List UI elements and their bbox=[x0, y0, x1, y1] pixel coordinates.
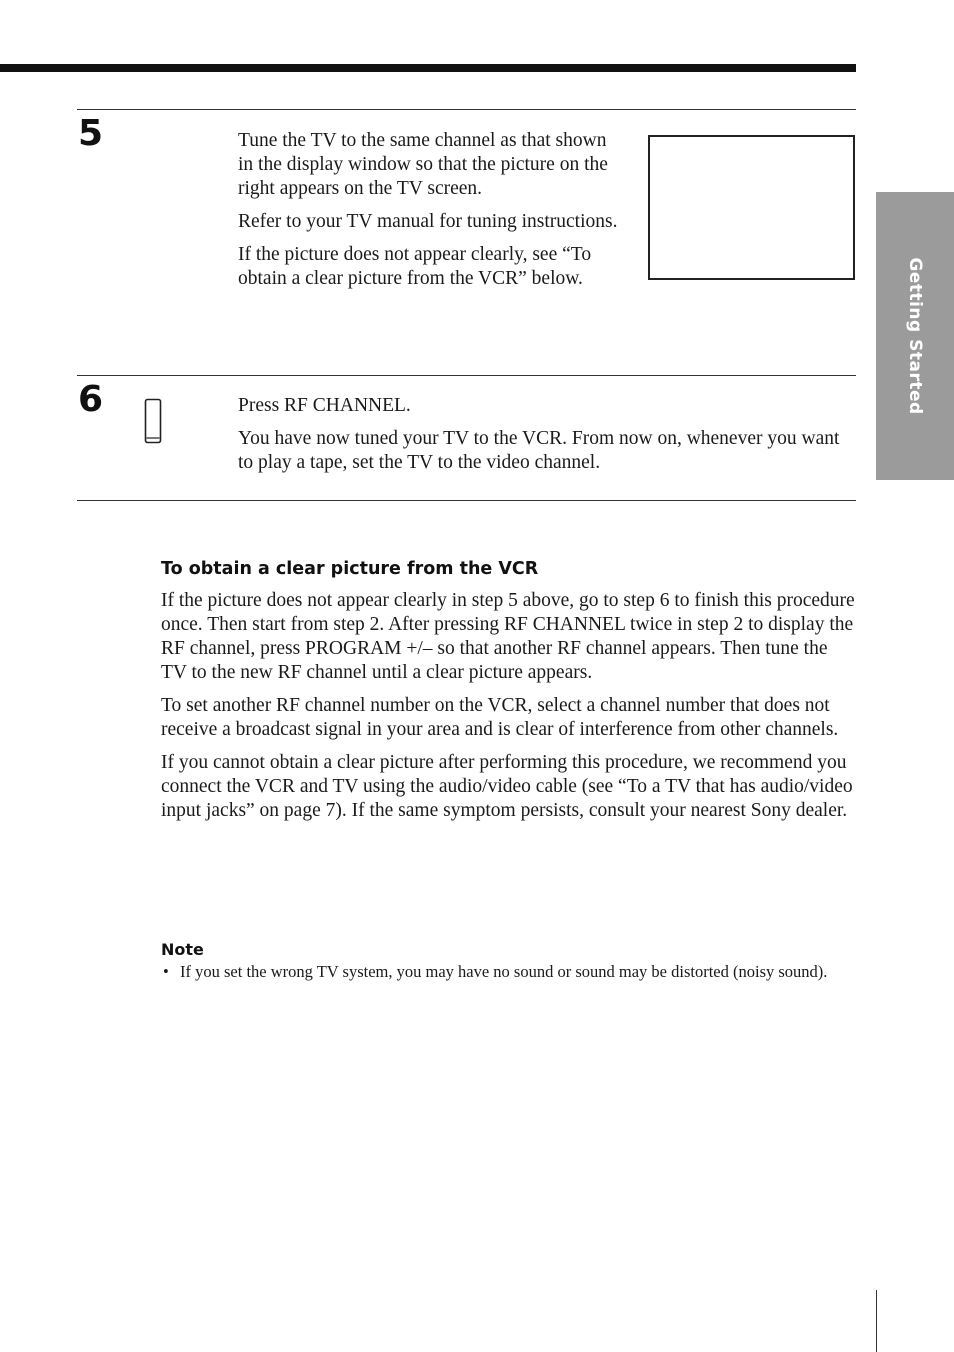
step-5-paragraph: Refer to your TV manual for tuning instructions. bbox=[238, 211, 618, 232]
note-item bbox=[161, 962, 855, 982]
step-5-number: 5 bbox=[78, 113, 104, 154]
step-5-paragraph: If the picture does not appear clearly, see “To obtain a clear picture from the VCR” below. bbox=[238, 244, 592, 289]
step-6-text bbox=[238, 394, 853, 484]
section-paragraph: To set another RF channel number on the VCR, select a channel number that does not receive a broadcast signal in your area and is clear of interference from other channels. bbox=[161, 695, 839, 740]
step-6-top-rule bbox=[77, 375, 856, 376]
step-6-paragraph: Press RF CHANNEL. bbox=[238, 395, 411, 416]
step-6-paragraph: You have now tuned your TV to the VCR. From now on, whenever you want to play a tape, set the TV to the video channel. bbox=[238, 428, 840, 473]
top-bar bbox=[0, 64, 856, 72]
note-title: Note bbox=[161, 940, 204, 959]
rf-channel-button-icon bbox=[144, 398, 162, 444]
step-5-paragraph: Tune the TV to the same channel as that shown in the display window so that the picture on the right appears on the TV screen. bbox=[238, 130, 608, 199]
step-6-number: 6 bbox=[78, 379, 104, 420]
steps-bottom-rule bbox=[77, 500, 856, 501]
tv-screen-illustration bbox=[648, 135, 855, 280]
note-bullet: • bbox=[163, 962, 169, 981]
side-tab bbox=[876, 192, 954, 480]
section-body bbox=[161, 589, 855, 832]
side-tab-label: Getting Started bbox=[905, 257, 925, 415]
step-5-top-rule bbox=[77, 109, 856, 110]
page-edge-rule bbox=[876, 1290, 877, 1352]
section-title: To obtain a clear picture from the VCR bbox=[161, 559, 539, 579]
section-paragraph: If the picture does not appear clearly in step 5 above, go to step 6 to finish this procedure once. Then start from step 2. After pressing RF CHANNEL twice in step 2 to display the RF channel, press PROGRAM +/– so that another RF channel appears. Then tune the TV to the new RF channel until a clear picture appears. bbox=[161, 590, 855, 683]
step-5-text bbox=[238, 129, 618, 300]
note-text: If you set the wrong TV system, you may have no sound or sound may be distorted (noisy sound). bbox=[180, 962, 828, 981]
section-paragraph: If you cannot obtain a clear picture after performing this procedure, we recommend you connect the VCR and TV using the audio/video cable (see “To a TV that has audio/video input jacks” on page 7). If the same symptom persists, consult your nearest Sony dealer. bbox=[161, 752, 853, 821]
